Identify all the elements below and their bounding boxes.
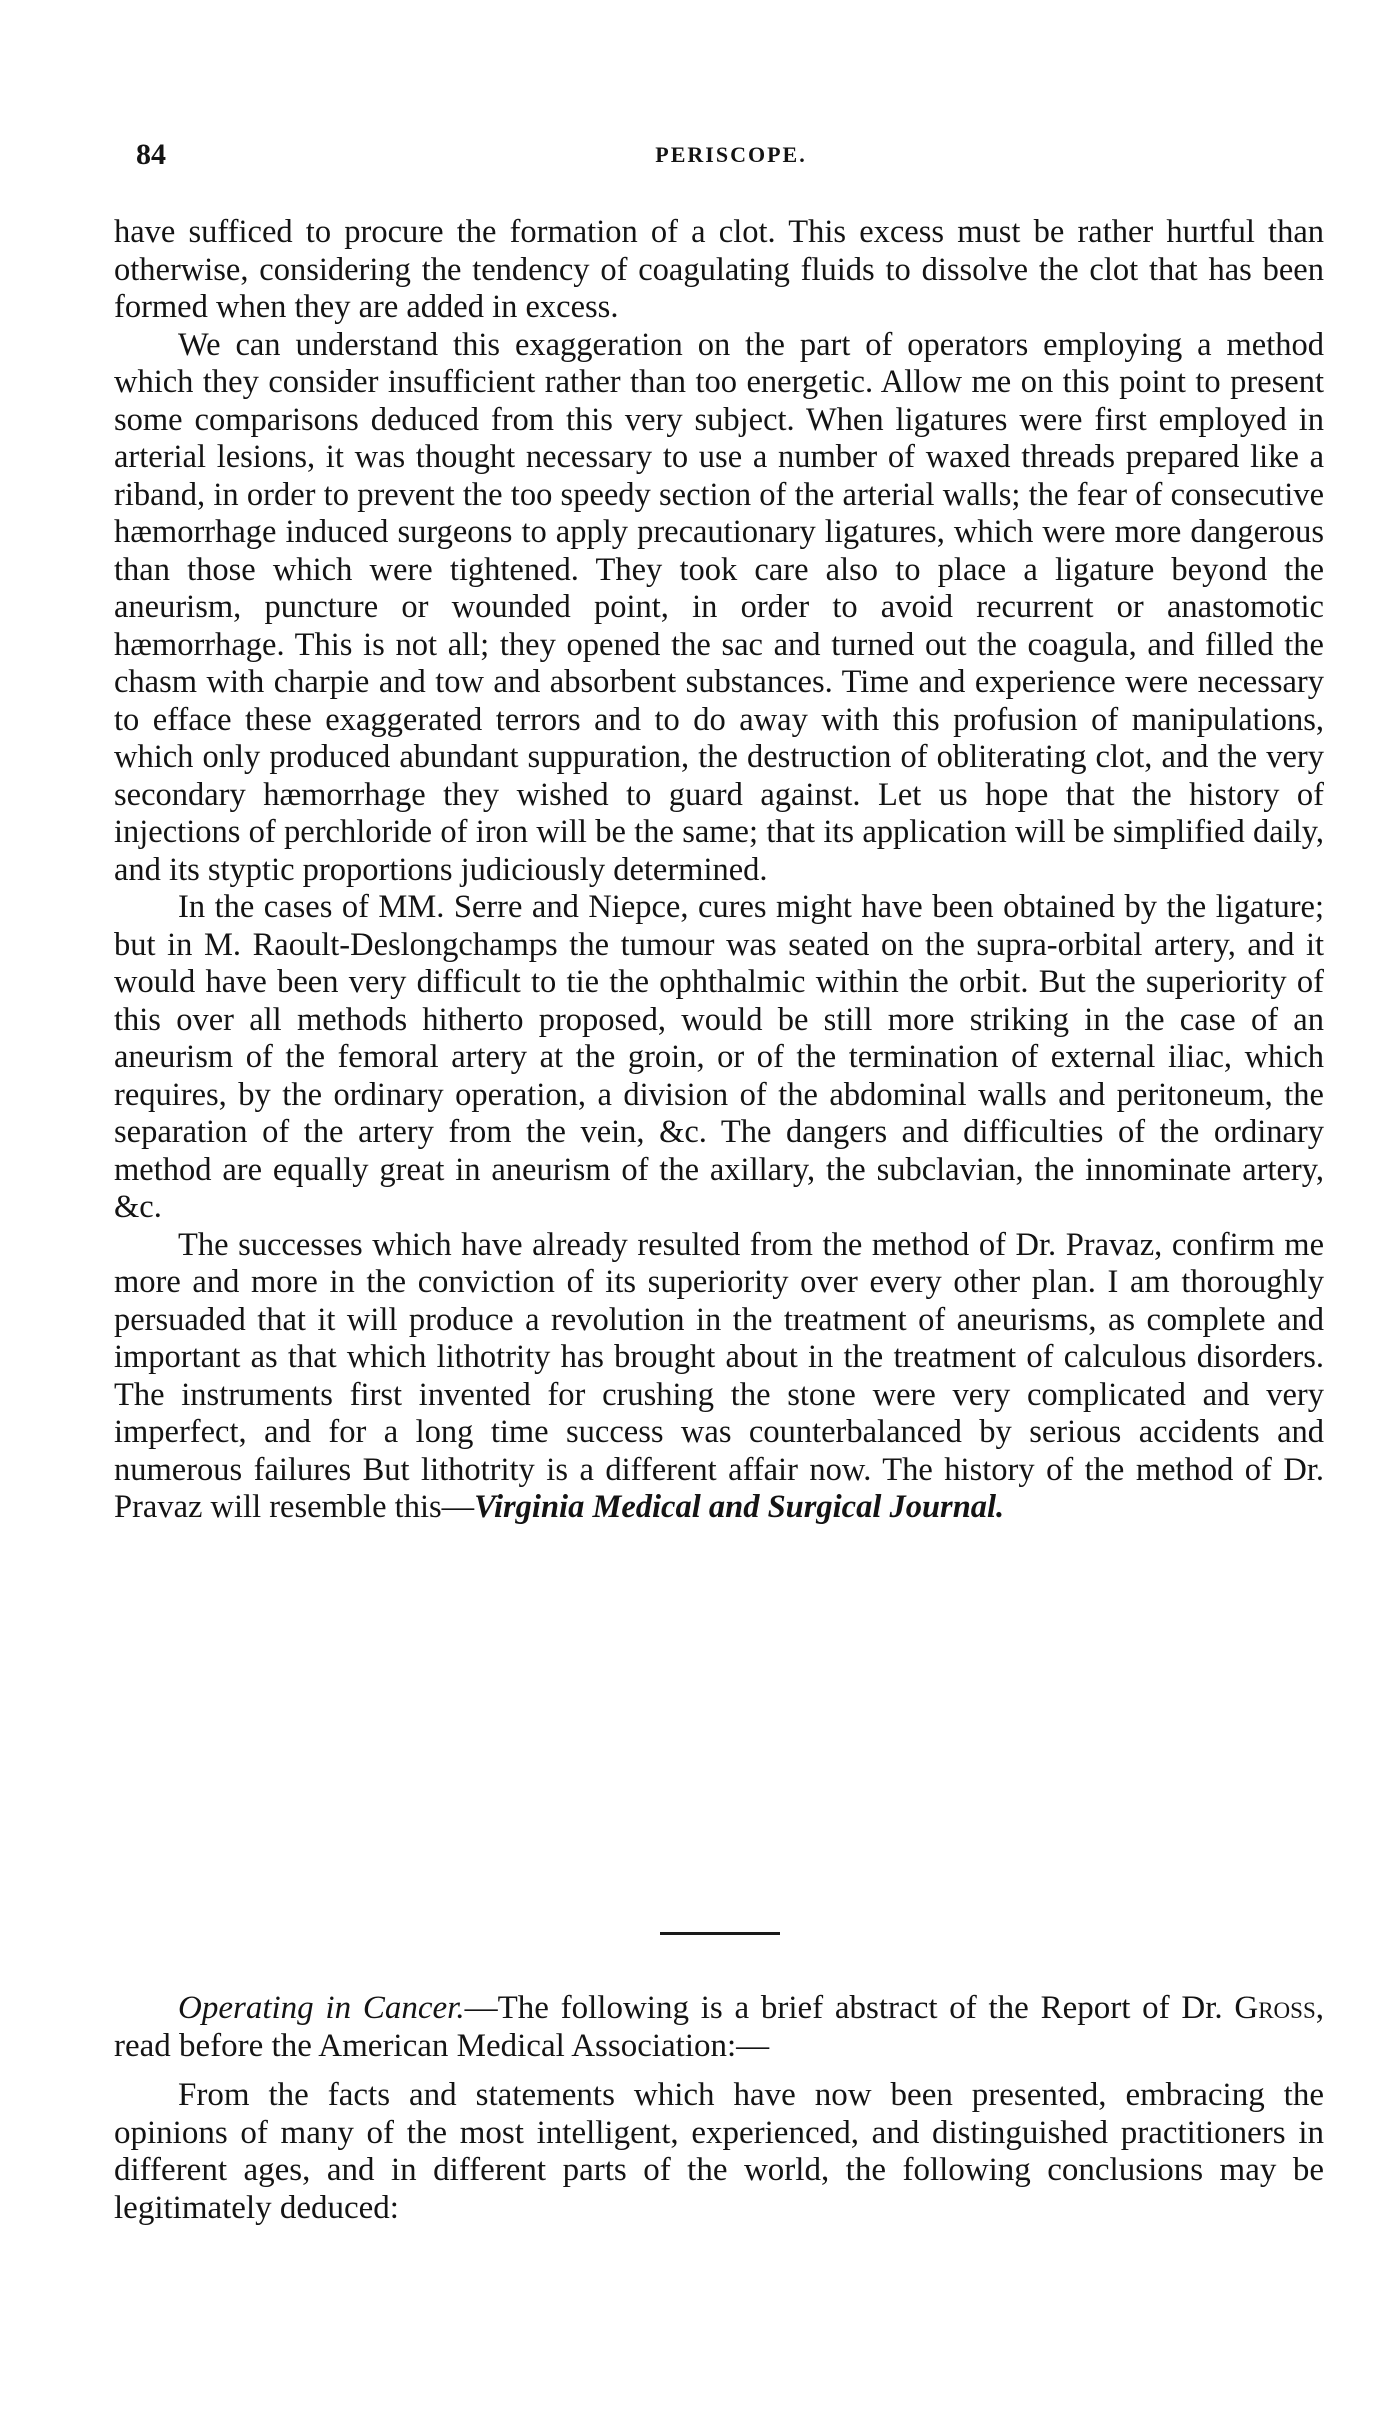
paragraph-successes-text: The successes which have already resulted from the method of Dr. Pravaz, confirm me more and more in the conviction of its superiority over every other plan. I am thoroughly persuaded that it will produce a revolution in the treatment of aneurisms, as complete and important as that which lithotrity has brought about in the treatment of calculous disorders. The instruments first invented for crushing the stone were very complicated and very imperfect, and for a long time success was counterbalanced by serious accidents and numerous failures But lithotrity is a different affair now. The history of the method of Dr. Pravaz will resemble this— — [114, 1226, 1324, 1525]
cancer-article — [114, 1990, 1324, 2227]
page-number: 84 — [136, 138, 166, 171]
page-header — [136, 138, 1326, 178]
author-name: Gross — [1234, 1990, 1316, 2026]
section-title: Operating in Cancer. — [178, 1990, 465, 2026]
journal-source: Virginia Medical and Surgical Journal. — [474, 1489, 1005, 1525]
aneurism-article — [114, 214, 1324, 1527]
cancer-intro-end: , read before the American Medical Association:— — [114, 1990, 1324, 2064]
paragraph-cases: In the cases of MM. Serre and Niepce, cures might have been obtained by the ligature; but in M. Raoult-Deslongchamps the tumour was seated on the supra-orbital artery, and it would have been very difficult to tie the ophthalmic within the orbit. But the superiority of this over all methods hitherto proposed, would be still more striking in the case of an aneurism of the femoral artery at the groin, or of the termination of external iliac, which requires, by the ordinary operation, a division of the abdominal walls and peritoneum, the separation of the artery from the vein, &c. The dangers and difficulties of the ordinary method are equally great in aneurism of the axillary, the subclavian, the innominate artery, &c. — [114, 889, 1324, 1225]
running-head: PERISCOPE. — [655, 142, 807, 167]
section-divider — [660, 1932, 780, 1935]
cancer-conclusions-paragraph: From the facts and statements which have now been presented, embracing the opinions of many of the most intelligent, experienced, and distinguished practitioners in different ages, and in different parts of the world, the following conclusions may be legitimately deduced: — [114, 2077, 1324, 2226]
paragraph-ligatures: We can understand this exaggeration on the part of operators employing a method which they consider insufficient rather than too energetic. Allow me on this point to present some comparisons deduced from this very subject. When ligatures were first employed in arterial lesions, it was thought necessary to use a number of waxed threads prepared like a riband, in order to prevent the too speedy section of the arterial walls; the fear of consecutive hæmorrhage induced surgeons to apply precautionary ligatures, which were more dangerous than those which were tightened. They took care also to place a ligature beyond the aneurism, puncture or wounded point, in order to avoid recurrent or anastomotic hæmorrhage. This is not all; they opened the sac and turned out the coagula, and filled the chasm with charpie and tow and absorbent substances. Time and experience were necessary to efface these exaggerated terrors and to do away with this profusion of manipulations, which only produced abundant suppuration, the destruction of obliterating clot, and the very secondary hæmorrhage they wished to guard against. Let us hope that the history of injections of perchloride of iron will be the same; that its application will be simplified daily, and its styptic proportions judiciously determined. — [114, 326, 1324, 888]
paragraph-successes — [114, 1227, 1324, 1527]
paragraph-continuation: have sufficed to procure the formation of a clot. This excess must be rather hurtful than otherwise, considering the tendency of coagulating fluids to dissolve the clot that has been formed when they are added in excess. — [114, 214, 1324, 325]
cancer-intro — [114, 1990, 1324, 2065]
cancer-intro-text: —The following is a brief abstract of the Report of Dr. — [464, 1990, 1235, 2026]
